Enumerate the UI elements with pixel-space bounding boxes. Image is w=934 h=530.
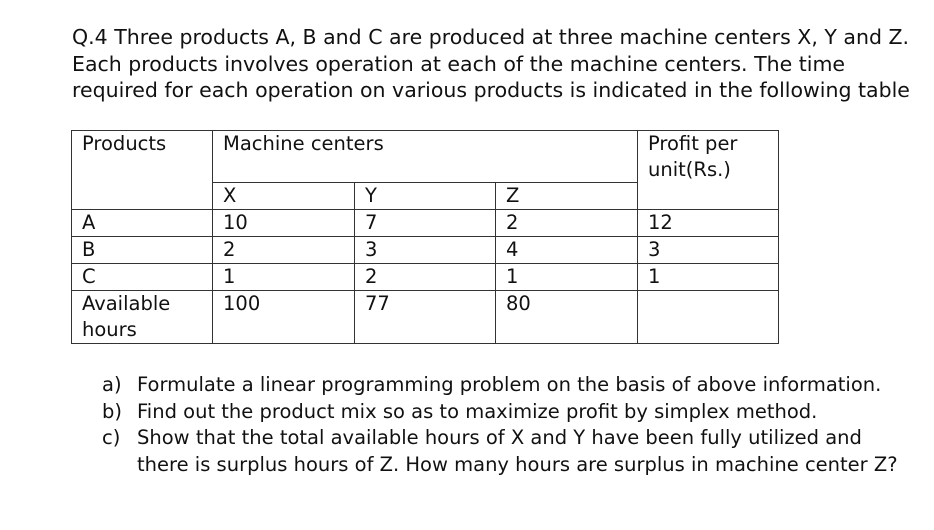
part-text: Find out the product mix so as to maximize profit by simplex method. (137, 399, 818, 423)
profit-value: 12 (638, 210, 779, 237)
available-profit (638, 291, 779, 344)
list-item (102, 372, 902, 399)
time-z: 4 (496, 237, 638, 264)
available-z: 80 (496, 291, 638, 344)
question-parts (102, 372, 902, 478)
machine-z: Z (496, 183, 638, 210)
part-text: Show that the total available hours of X and Y have been fully utilized and there is surplus hours of Z. How many hours are surplus in machine center Z? (137, 426, 898, 476)
available-y: 77 (355, 291, 496, 344)
time-x: 2 (213, 237, 355, 264)
header-profit: Profit per unit(Rs.) (638, 131, 779, 210)
time-y: 2 (355, 264, 496, 291)
question-text: Q.4 Three products A, B and C are produced at three machine centers X, Y and Z. Each products involves operation at each of the machine centers. The time required for each operation on various products is indicated in the following table (72, 25, 910, 102)
product-name: B (72, 237, 213, 264)
machine-y: Y (355, 183, 496, 210)
part-text: Formulate a linear programming problem on the basis of above information. (137, 373, 882, 396)
header-machine-centers: Machine centers (213, 131, 638, 183)
list-item (102, 399, 902, 426)
time-x: 1 (213, 264, 355, 291)
time-y: 7 (355, 210, 496, 237)
product-name: C (72, 264, 213, 291)
time-z: 1 (496, 264, 638, 291)
table-row (72, 237, 779, 264)
profit-value: 1 (638, 264, 779, 291)
part-letter: b) (102, 399, 122, 423)
time-y: 3 (355, 237, 496, 264)
table-header-row (72, 131, 779, 183)
available-x: 100 (213, 291, 355, 344)
time-z: 2 (496, 210, 638, 237)
time-x: 10 (213, 210, 355, 237)
table-row (72, 210, 779, 237)
available-hours-row (72, 291, 779, 344)
machine-x: X (213, 183, 355, 210)
list-item (102, 425, 902, 478)
machine-time-table (71, 130, 779, 344)
part-letter: a) (102, 373, 122, 396)
available-hours-label: Available hours (72, 291, 213, 344)
table-row (72, 264, 779, 291)
part-letter: c) (102, 426, 121, 449)
header-products: Products (72, 131, 213, 210)
profit-value: 3 (638, 237, 779, 264)
product-name: A (72, 210, 213, 237)
